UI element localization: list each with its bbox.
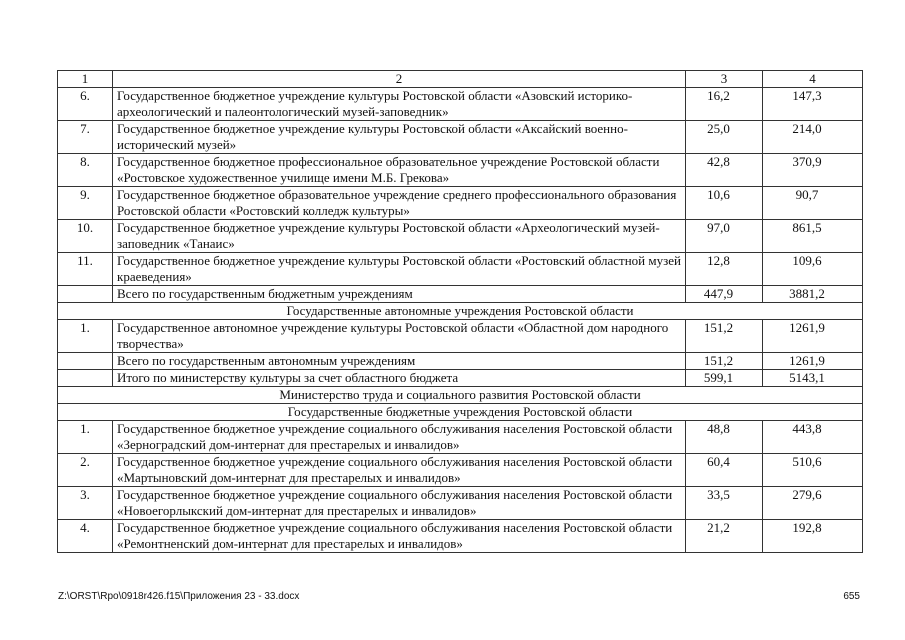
value-col-3: 151,2 bbox=[686, 353, 763, 370]
row-number bbox=[58, 353, 113, 370]
table-body bbox=[58, 71, 863, 553]
value-col-4: 510,6 bbox=[763, 454, 863, 487]
institution-name: Государственное бюджетное профессиональное образовательное учреждение Ростовской области «Ростовское художественное училище имени М.Б. Грекова» bbox=[113, 154, 686, 187]
header-row bbox=[58, 71, 863, 88]
institution-name: Государственное бюджетное учреждение социального обслуживания населения Ростовской области «Новоегорлыкский дом-интернат для престарелых и инвалидов» bbox=[113, 487, 686, 520]
value-col-4: 3881,2 bbox=[763, 286, 863, 303]
header-cell-2: 2 bbox=[113, 71, 686, 88]
section-title: Государственные бюджетные учреждения Ростовской области bbox=[58, 404, 863, 421]
institution-name: Государственное бюджетное учреждение культуры Ростовской области «Аксайский военно-исторический музей» bbox=[113, 121, 686, 154]
value-col-4: 861,5 bbox=[763, 220, 863, 253]
row-number: 6. bbox=[58, 88, 113, 121]
value-col-3: 25,0 bbox=[686, 121, 763, 154]
row-number: 7. bbox=[58, 121, 113, 154]
section-title: Государственные автономные учреждения Ростовской области bbox=[58, 303, 863, 320]
value-col-4: 90,7 bbox=[763, 187, 863, 220]
row-number bbox=[58, 370, 113, 387]
row-number: 11. bbox=[58, 253, 113, 286]
table-row bbox=[58, 520, 863, 553]
table-row bbox=[58, 286, 863, 303]
table-row bbox=[58, 253, 863, 286]
value-col-3: 21,2 bbox=[686, 520, 763, 553]
institution-name: Итого по министерству культуры за счет областного бюджета bbox=[113, 370, 686, 387]
table-row bbox=[58, 154, 863, 187]
value-col-3: 599,1 bbox=[686, 370, 763, 387]
value-col-4: 5143,1 bbox=[763, 370, 863, 387]
table-row bbox=[58, 88, 863, 121]
row-number bbox=[58, 286, 113, 303]
row-number: 2. bbox=[58, 454, 113, 487]
table-row bbox=[58, 370, 863, 387]
institution-name: Государственное бюджетное учреждение культуры Ростовской области «Азовский историко-археологический и палеонтологический музей-заповедник» bbox=[113, 88, 686, 121]
value-col-4: 370,9 bbox=[763, 154, 863, 187]
table-row bbox=[58, 320, 863, 353]
table-row bbox=[58, 487, 863, 520]
value-col-3: 447,9 bbox=[686, 286, 763, 303]
table-row bbox=[58, 121, 863, 154]
value-col-4: 1261,9 bbox=[763, 353, 863, 370]
section-row bbox=[58, 387, 863, 404]
row-number: 1. bbox=[58, 421, 113, 454]
section-row bbox=[58, 303, 863, 320]
section-title: Министерство труда и социального развития Ростовской области bbox=[58, 387, 863, 404]
table-row bbox=[58, 220, 863, 253]
row-number: 9. bbox=[58, 187, 113, 220]
table-row bbox=[58, 421, 863, 454]
value-col-4: 147,3 bbox=[763, 88, 863, 121]
value-col-3: 16,2 bbox=[686, 88, 763, 121]
header-cell-3: 3 bbox=[686, 71, 763, 88]
value-col-4: 214,0 bbox=[763, 121, 863, 154]
row-number: 4. bbox=[58, 520, 113, 553]
footer-file-path: Z:\ORST\Rpo\0918r426.f15\Приложения 23 - 33.docx bbox=[58, 591, 300, 602]
institution-name: Государственное автономное учреждение культуры Ростовской области «Областной дом народного творчества» bbox=[113, 320, 686, 353]
value-col-3: 10,6 bbox=[686, 187, 763, 220]
value-col-3: 151,2 bbox=[686, 320, 763, 353]
header-cell-1: 1 bbox=[58, 71, 113, 88]
value-col-4: 1261,9 bbox=[763, 320, 863, 353]
institution-name: Всего по государственным бюджетным учреждениям bbox=[113, 286, 686, 303]
institution-name: Государственное бюджетное учреждение социального обслуживания населения Ростовской области «Зерноградский дом-интернат для престарелых и инвалидов» bbox=[113, 421, 686, 454]
value-col-3: 97,0 bbox=[686, 220, 763, 253]
value-col-3: 12,8 bbox=[686, 253, 763, 286]
row-number: 10. bbox=[58, 220, 113, 253]
institution-name: Государственное бюджетное учреждение социального обслуживания населения Ростовской области «Ремонтненский дом-интернат для престарелых и инвалидов» bbox=[113, 520, 686, 553]
institution-name: Государственное бюджетное учреждение культуры Ростовской области «Ростовский областной музей краеведения» bbox=[113, 253, 686, 286]
section-row bbox=[58, 404, 863, 421]
table-row bbox=[58, 353, 863, 370]
value-col-4: 192,8 bbox=[763, 520, 863, 553]
institution-name: Всего по государственным автономным учреждениям bbox=[113, 353, 686, 370]
row-number: 1. bbox=[58, 320, 113, 353]
value-col-4: 109,6 bbox=[763, 253, 863, 286]
value-col-3: 33,5 bbox=[686, 487, 763, 520]
value-col-4: 279,6 bbox=[763, 487, 863, 520]
institution-name: Государственное бюджетное учреждение культуры Ростовской области «Археологический музей-заповедник «Танаис» bbox=[113, 220, 686, 253]
institution-name: Государственное бюджетное учреждение социального обслуживания населения Ростовской области «Мартыновский дом-интернат для престарелых и инвалидов» bbox=[113, 454, 686, 487]
table-row bbox=[58, 187, 863, 220]
row-number: 3. bbox=[58, 487, 113, 520]
institution-name: Государственное бюджетное образовательное учреждение среднего профессионального образования Ростовской области «Ростовский колледж культуры» bbox=[113, 187, 686, 220]
header-cell-4: 4 bbox=[763, 71, 863, 88]
value-col-3: 42,8 bbox=[686, 154, 763, 187]
footer-page-number: 655 bbox=[843, 591, 860, 602]
row-number: 8. bbox=[58, 154, 113, 187]
value-col-4: 443,8 bbox=[763, 421, 863, 454]
value-col-3: 60,4 bbox=[686, 454, 763, 487]
value-col-3: 48,8 bbox=[686, 421, 763, 454]
data-table bbox=[57, 70, 863, 553]
table-row bbox=[58, 454, 863, 487]
